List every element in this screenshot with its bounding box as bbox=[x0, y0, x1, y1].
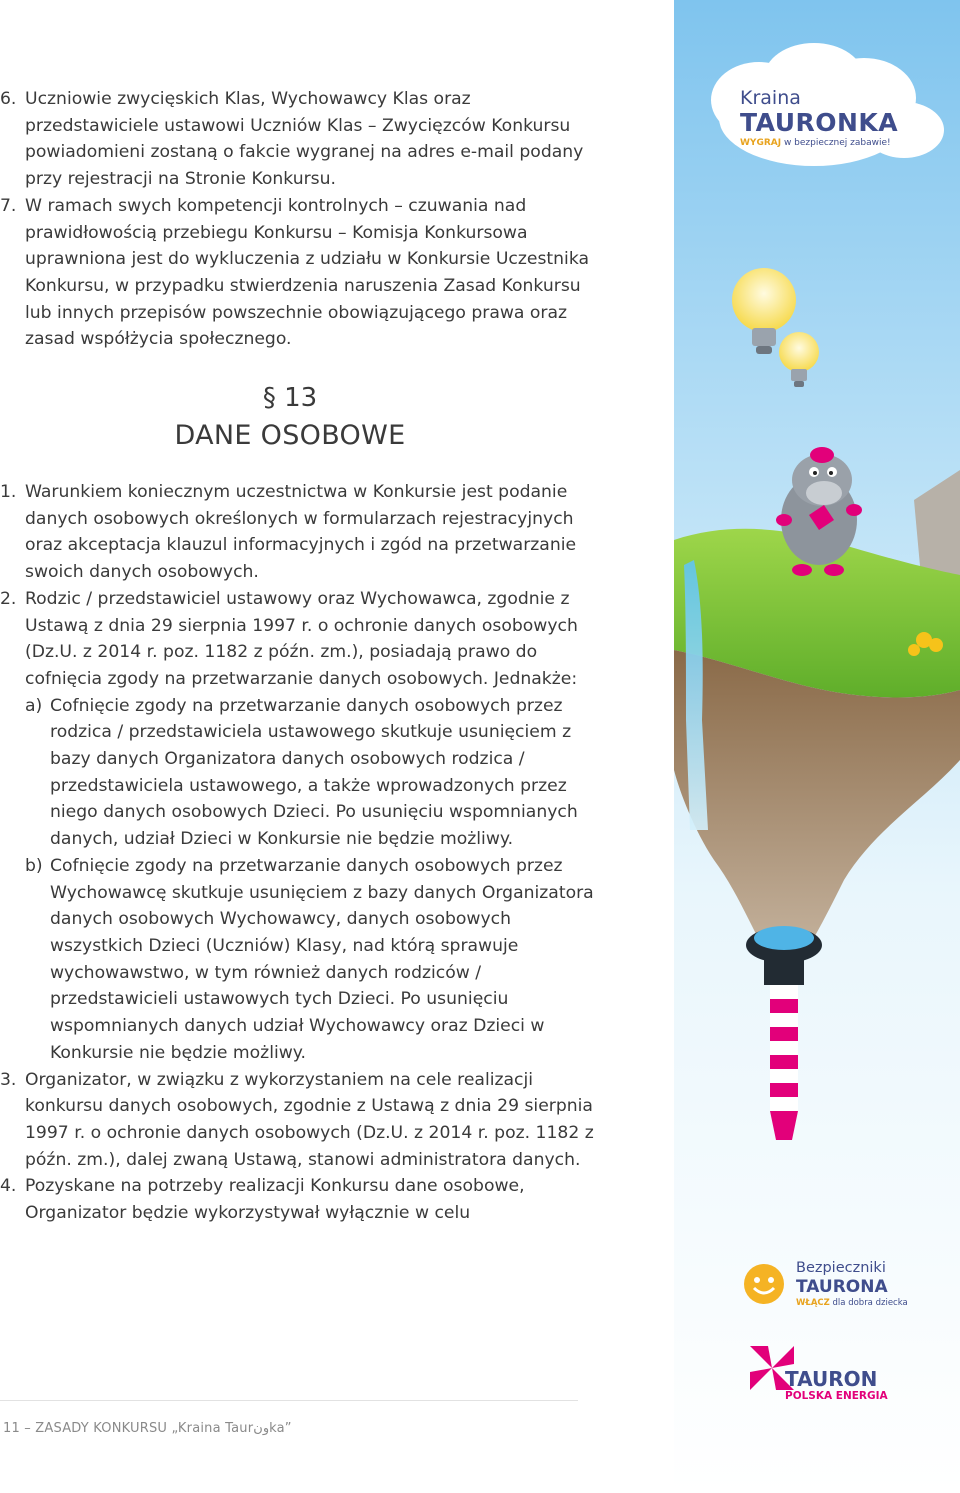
sub-item-text: Cofnięcie zgody na przetwarzanie danych osobowych przez rodzica / przedstawiciela ustawowego skutkuje usunięciem z bazy danych Organizatora danych osobowych rodzica / przedstawiciela ustawowego, a także wprowadzonych przez niego danych osobowych Dzieci. Po usunięciu wspomnianych danych, udział Dzieci w Konkursie nie będzie możliwy. bbox=[50, 695, 578, 850]
bezpieczniki-taurona-logo bbox=[796, 1259, 936, 1309]
logo-tagline: WŁĄCZ dla dobra dziecka bbox=[796, 1298, 908, 1308]
logo-line-2: TAURONA bbox=[796, 1277, 888, 1297]
logo-tagline: WYGRAJ w bezpiecznej zabawie! bbox=[740, 138, 891, 148]
sub-item bbox=[0, 853, 600, 1067]
item-number: 7. bbox=[0, 195, 17, 216]
list-item bbox=[0, 1173, 600, 1226]
document-body bbox=[0, 86, 600, 1227]
item-text: Rodzic / przedstawiciel ustawowy oraz Wychowawca, zgodnie z Ustawą z dnia 29 sierpnia 1997 r. o ochronie danych osobowych (Dz.U. z 2014 r. poz. 1182 z późn. zm.), posiadają prawo do cofnięcia zgody na przetwarzanie danych osobowych. Jednakże: bbox=[25, 588, 578, 689]
sub-item bbox=[0, 693, 600, 853]
item-number: 1. bbox=[0, 482, 17, 503]
list-item bbox=[0, 193, 600, 353]
tauron-logo bbox=[785, 1368, 888, 1402]
footer-divider bbox=[0, 1400, 578, 1401]
section-title: DANE OSOBOWE bbox=[174, 420, 406, 452]
list-item bbox=[0, 86, 600, 193]
kraina-tauronka-logo bbox=[740, 87, 900, 149]
list-item bbox=[0, 479, 600, 586]
item-text: Uczniowie zwycięskich Klas, Wychowawcy Klas oraz przedstawiciele ustawowi Uczniów Klas – Zwycięzców Konkursu powiadomieni zostaną o fakcie wygranej na adres e-mail podany przy rejestracji na Stronie Konkursu. bbox=[25, 89, 584, 190]
item-text: Pozyskane na potrzeby realizacji Konkursu dane osobowe, Organizator będzie wykorzystywał wyłącznie w celu bbox=[25, 1176, 525, 1224]
smiley-icon bbox=[742, 1262, 786, 1306]
logo-line-2: TAURONKA bbox=[740, 108, 899, 137]
logo-line-1: Kraina bbox=[740, 87, 801, 109]
logo-line-1: TAURON bbox=[785, 1367, 878, 1391]
item-number: 4. bbox=[0, 1176, 17, 1197]
item-number: 2. bbox=[0, 588, 17, 609]
logo-line-1: Bezpieczniki bbox=[796, 1260, 886, 1276]
item-text: Organizator, w związku z wykorzystaniem na cele realizacji konkursu danych osobowych, zgodnie z Ustawą z dnia 29 sierpnia 1997 r. o ochronie danych osobowych (Dz.U. z 2014 r. poz. 1182 z późn. zm.), dalej zwaną Ustawą, stanowi administratora danych. bbox=[25, 1069, 594, 1170]
item-number: 3. bbox=[0, 1069, 17, 1090]
list-item bbox=[0, 586, 600, 693]
item-number: 6. bbox=[0, 89, 17, 109]
sub-item-letter: b) bbox=[25, 855, 43, 876]
sub-item-text: Cofnięcie zgody na przetwarzanie danych osobowych przez Wychowawcę skutkuje usunięciem z bazy danych Organizatora danych osobowych Wychowawcy, danych osobowych wszystkich Dzieci (Uczniów) Klasy, nad którą sprawuje wychowawstwo, w tym również danych rodziców / przedstawicieli ustawowych tych Dzieci. Po usunięciu wspomnianych danych udział Wychowawcy oraz Dzieci w Konkursie nie będzie możliwy. bbox=[50, 855, 594, 1063]
section-heading bbox=[0, 379, 580, 455]
page-footer: 11 – ZASADY KONKURSU „Kraina Taurونka” bbox=[3, 1421, 292, 1436]
item-text: W ramach swych kompetencji kontrolnych – czuwania nad prawidłowością przebiegu Konkursu – Komisja Konkursowa uprawniona jest do wykluczenia z udziału w Konkursie Uczestnika Konkursu, w przypadku stwierdzenia naruszenia Zasad Konkursu lub innych przepisów powszechnie obowiązującego prawa oraz zasad współżycia społecznego. bbox=[25, 195, 590, 350]
section-number: § 13 bbox=[262, 383, 318, 414]
sub-item-letter: a) bbox=[25, 695, 43, 716]
logo-line-2: POLSKA ENERGIA bbox=[785, 1390, 888, 1402]
item-text: Warunkiem koniecznym uczestnictwa w Konkursie jest podanie danych osobowych określonych w formularzach rejestracyjnych oraz akceptacja klauzul informacyjnych i zgód na przetwarzanie swoich danych osobowych. bbox=[25, 482, 577, 583]
list-item bbox=[0, 1067, 600, 1174]
